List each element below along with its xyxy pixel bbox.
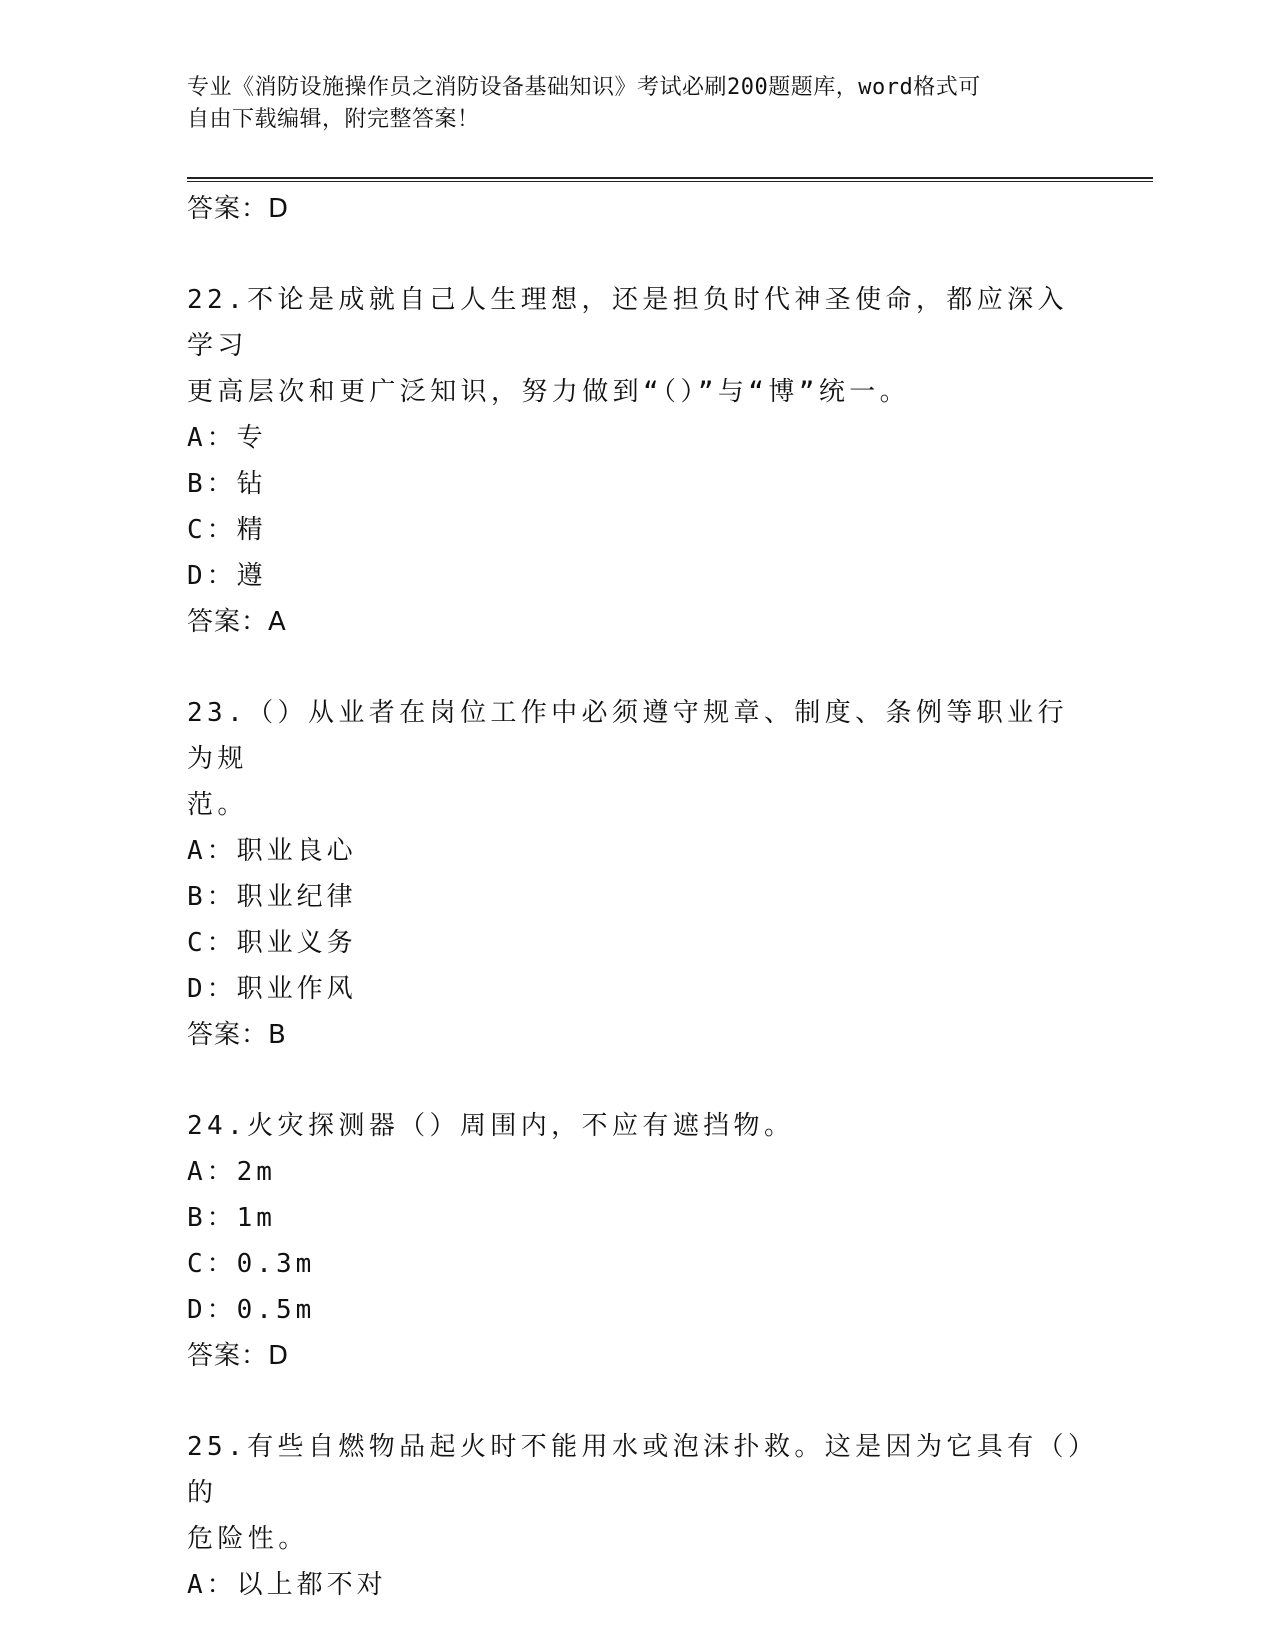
question-25	[187, 1424, 1087, 1608]
question-24-option-b: B：1m	[187, 1203, 276, 1233]
previous-answer: 答案：D	[187, 194, 290, 224]
question-22-text-line-2: 更高层次和更广泛知识，努力做到“（）”与“博”统一。	[187, 377, 911, 407]
question-23-option-d: D：职业作风	[187, 974, 357, 1004]
question-24-option-d: D：0.5m	[187, 1295, 316, 1325]
question-23-text-line-2: 范。	[187, 790, 248, 820]
header-divider	[187, 177, 1153, 182]
header-line-2: 自由下载编辑，附完整答案！	[187, 107, 480, 132]
question-22-option-a: A：专	[187, 423, 267, 453]
spacer	[187, 232, 1087, 277]
document-body	[187, 186, 1087, 1608]
question-23-text-line-1: 23.（）从业者在岗位工作中必须遵守规章、制度、条例等职业行为规	[187, 698, 1068, 774]
question-25-text-line-1: 25.有些自燃物品起火时不能用水或泡沫扑救。这是因为它具有（）的	[187, 1432, 1086, 1508]
question-23-option-c: C：职业义务	[187, 928, 357, 958]
question-22-option-b: B：钻	[187, 469, 267, 499]
question-23-answer: 答案：B	[187, 1020, 287, 1050]
question-23-option-a: A：职业良心	[187, 836, 357, 866]
question-22-text-line-1: 22.不论是成就自己人生理想，还是担负时代神圣使命，都应深入学习	[187, 285, 1068, 361]
question-23-option-b: B：职业纪律	[187, 882, 357, 912]
spacer	[187, 1058, 1087, 1103]
question-24-option-a: A：2m	[187, 1157, 276, 1187]
spacer	[187, 645, 1087, 690]
document-header	[187, 72, 1087, 136]
question-22-option-d: D：遵	[187, 561, 267, 591]
question-25-option-a: A：以上都不对	[187, 1570, 387, 1600]
question-23	[187, 690, 1087, 1058]
question-24	[187, 1103, 1087, 1379]
question-24-option-c: C：0.3m	[187, 1249, 316, 1279]
question-22	[187, 277, 1087, 645]
question-24-text-line-1: 24.火灾探测器（）周围内，不应有遮挡物。	[187, 1111, 795, 1141]
header-line-1: 专业《消防设施操作员之消防设备基础知识》考试必刷200题题库，word格式可	[187, 75, 981, 100]
question-22-answer: 答案：A	[187, 607, 287, 637]
question-24-answer: 答案：D	[187, 1341, 290, 1371]
question-22-option-c: C：精	[187, 515, 267, 545]
spacer	[187, 1379, 1087, 1424]
question-25-text-line-2: 危险性。	[187, 1524, 309, 1554]
